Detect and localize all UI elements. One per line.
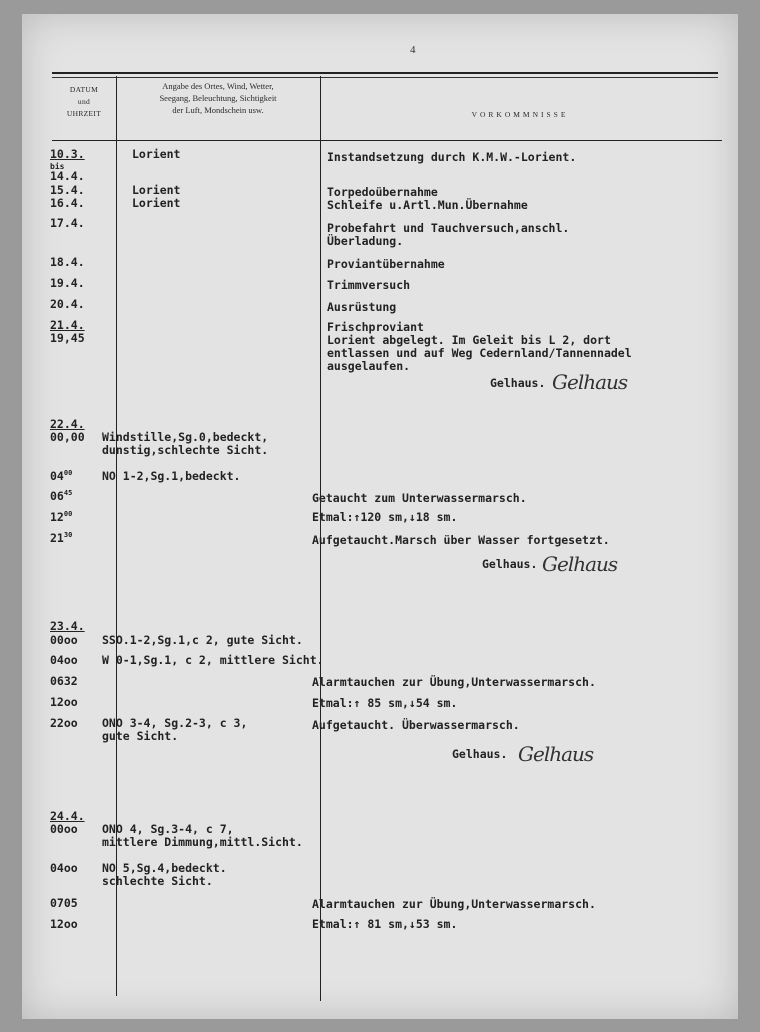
row-time: [50, 511, 72, 524]
row-date: 14.4.: [50, 169, 85, 183]
day-date: 22.4.: [50, 417, 85, 431]
row-event: Schleife u.Artl.Mun.Übernahme: [327, 198, 528, 212]
time-hours: 12: [50, 510, 64, 524]
row-event: Lorient abgelegt. Im Geleit bis L 2, dort: [327, 333, 611, 347]
row-time: 00oo: [50, 822, 78, 836]
time-minutes: 30: [63, 531, 73, 539]
row-date: 15.4.: [50, 183, 85, 197]
day-date: 23.4.: [50, 619, 85, 633]
header-angabe-line-2: Seegang, Beleuchtung, Sichtigkeit: [159, 93, 277, 103]
row-event: Alarmtauchen zur Übung,Unterwassermarsch.: [312, 897, 596, 911]
row-time: 22oo: [50, 716, 78, 730]
page-number: 4: [410, 44, 416, 56]
row-weather: W 0-1,Sg.1, c 2, mittlere Sicht.: [102, 653, 324, 667]
table-top-rule-thin: [52, 77, 718, 78]
header-datum-line: DATUM: [69, 85, 99, 94]
header-bottom-rule: [52, 140, 722, 141]
row-event: Probefahrt und Tauchversuch,anschl.: [327, 221, 570, 235]
row-event: Ausrüstung: [327, 300, 397, 314]
row-date: 20.4.: [50, 297, 85, 311]
day-date: 24.4.: [50, 809, 85, 823]
header-vorkommnisse: VORKOMMNISSE: [471, 110, 569, 119]
time-minutes: 45: [63, 489, 73, 497]
row-time: 04oo: [50, 653, 78, 667]
header-uhrzeit-line: UHRZEIT: [66, 109, 102, 118]
row-event: Etmal:↑ 81 sm,↓53 sm.: [312, 917, 458, 931]
row-weather: dunstig,schlechte Sicht.: [102, 443, 269, 457]
time-minutes: 00: [63, 469, 73, 477]
signature-name: Gelhaus.: [490, 376, 546, 390]
handwritten-signature: Gelhaus: [552, 370, 628, 394]
row-time: 00,00: [50, 430, 85, 444]
header-angabe-line-3: der Luft, Mondschein usw.: [172, 105, 264, 115]
row-weather: Windstille,Sg.0,bedeckt,: [102, 430, 269, 444]
row-event: Instandsetzung durch K.M.W.-Lorient.: [327, 150, 577, 164]
row-place: Lorient: [132, 196, 181, 210]
row-date-bis: bis: [50, 162, 65, 171]
row-event: ausgelaufen.: [327, 359, 411, 373]
time-hours: 06: [50, 489, 64, 503]
signature-name: Gelhaus.: [482, 557, 538, 571]
handwritten-signature: Gelhaus: [518, 742, 594, 766]
row-weather: schlechte Sicht.: [102, 874, 213, 888]
row-weather: SSO.1-2,Sg.1,c 2, gute Sicht.: [102, 633, 303, 647]
row-time: 00oo: [50, 633, 78, 647]
time-hours: 04: [50, 469, 64, 483]
time-minutes: 00: [63, 510, 73, 518]
row-event: Überladung.: [327, 234, 404, 248]
row-time: 19,45: [50, 331, 85, 345]
row-event: Torpedoübernahme: [327, 185, 438, 199]
row-event: Aufgetaucht. Überwassermarsch.: [312, 718, 520, 732]
logbook-page: [22, 14, 738, 1019]
row-date: 17.4.: [50, 216, 85, 230]
row-time: 04oo: [50, 861, 78, 875]
row-weather: ONO 4, Sg.3-4, c 7,: [102, 822, 234, 836]
row-event: Proviantübernahme: [327, 257, 445, 271]
header-datum: [52, 84, 116, 120]
row-date: 21.4.: [50, 318, 85, 332]
row-event: Trimmversuch: [327, 278, 411, 292]
row-event: Getaucht zum Unterwassermarsch.: [312, 491, 527, 505]
handwritten-signature: Gelhaus: [542, 552, 618, 576]
table-top-rule: [52, 72, 718, 74]
row-time: 0632: [50, 674, 78, 688]
row-event: Etmal:↑120 sm,↓18 sm.: [312, 510, 458, 524]
time-hours: 21: [50, 531, 64, 545]
header-angabe-line-1: Angabe des Ortes, Wind, Wetter,: [162, 81, 274, 91]
row-time: 12oo: [50, 917, 78, 931]
row-event: entlassen und auf Weg Cedernland/Tannennadel: [327, 346, 632, 360]
row-event: Etmal:↑ 85 sm,↓54 sm.: [312, 696, 458, 710]
row-date: 16.4.: [50, 196, 85, 210]
row-weather: ONO 3-4, Sg.2-3, c 3,: [102, 716, 248, 730]
row-date: 19.4.: [50, 276, 85, 290]
row-date: 18.4.: [50, 255, 85, 269]
signature-name: Gelhaus.: [452, 747, 508, 761]
row-time: [50, 470, 72, 483]
row-time: 0705: [50, 896, 78, 910]
row-time: 12oo: [50, 695, 78, 709]
header-und-line: und: [77, 97, 91, 106]
row-time: [50, 532, 72, 545]
row-event: Frischproviant: [327, 320, 424, 334]
column-divider-date: [116, 76, 117, 996]
row-weather: NO 1-2,Sg.1,bedeckt.: [102, 469, 241, 483]
row-place: Lorient: [132, 147, 181, 161]
row-time: [50, 490, 72, 503]
row-event: Alarmtauchen zur Übung,Unterwassermarsch.: [312, 675, 596, 689]
row-event: Aufgetaucht.Marsch über Wasser fortgesetzt.: [312, 533, 610, 547]
row-place: Lorient: [132, 183, 181, 197]
row-weather: NO 5,Sg.4,bedeckt.: [102, 861, 227, 875]
row-date: 10.3.: [50, 147, 85, 161]
row-weather: mittlere Dimmung,mittl.Sicht.: [102, 835, 303, 849]
row-weather: gute Sicht.: [102, 729, 179, 743]
header-location-weather: [118, 80, 318, 116]
